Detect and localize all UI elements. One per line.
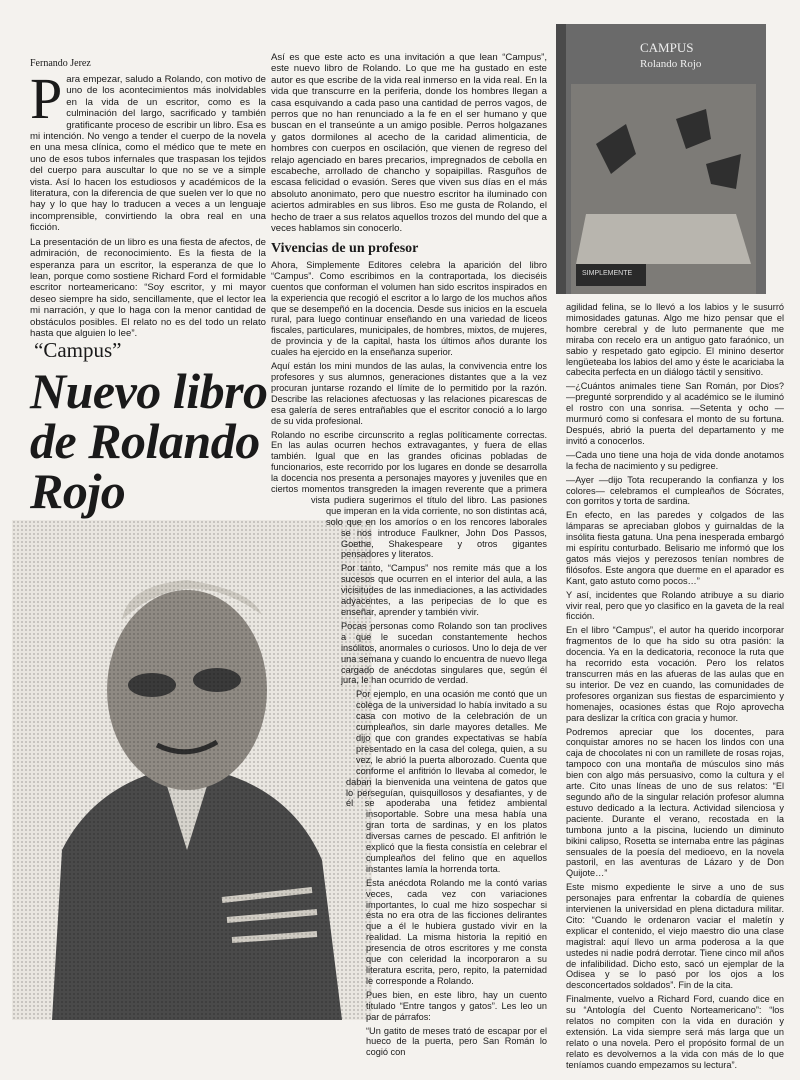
author-byline: Fernando Jerez xyxy=(30,58,91,69)
column-2-body xyxy=(271,260,547,1058)
paragraph: En el libro “Campus”, el autor ha querido incorporar fragmentos de lo que ha sido su otra pasión: la docencia. Ya en la dedicatoria, reconoce la ruta que ha recorrido esta vocación. Pero los relatos transcurren más en las afueras de las aulas que en su interior. De vez en cuando, las comunidades de profesores organizan sus fiestas de esparcimiento y homenajes, ocasiones éstas que Rojo aprovecha para deslizar la crítica con gracia y humor. xyxy=(566,625,784,723)
paragraph: La presentación de un libro es una fiesta de afectos, de admiración, de reconocimiento. Es la fiesta de la esperanza para un escritor, la esperanza de que lo lean, porque como sostiene Richard Ford el formidable escritor norteamericano: “Soy escritor, y mi mayor deseo siempre ha sido, sencillamente, que el lector lea mi narración, y que lo haga con la menor cantidad de obstáculos posibles. El relato no es del todo un relato hasta que alguien lo lee”. xyxy=(30,236,266,339)
book-cover xyxy=(556,24,766,294)
paragraph: En efecto, en las paredes y colgados de las lámparas se apreciaban globos y guirnaldas de la insólita fiesta gatuna. Una pena inesperada embargó mi espíritu conturbado. Belisario me informó que los gatos más viejos y perezosos tenían nombres de filósofos. Este angora que duerme en el aparador es Kant, gato astuto como pocos…” xyxy=(566,510,784,586)
paragraph: agilidad felina, se lo llevó a los labios y le susurró mimosidades gatunas. Algo me hizo pensar que el hombre cerebral y de luto permanente que me miraba con recelo era un antiguo gato faraónico, un sabio y respetado gato egipcio. El minino desertor lengüeteaba los labios del amo y éste le acariciaba la cabecita perfecta en un diálogo táctil y sensitivo. xyxy=(566,302,784,378)
drop-cap: P xyxy=(30,66,63,131)
paragraph: Podremos apreciar que los docentes, para conquistar amores no se hacen los lindos con una caja de chocolates ni con un ramillete de rosas rojas, tampoco con una montaña de músculos sino más bien con algo más persuasivo, como la cultura y el arte. Cito unas líneas de uno de sus relatos: “El segundo año de la singular relación profesor alumna estuvo dedicado a la lectura. Actividad silenciosa y paciente. Durante el verano, recostada en la tumbona junto a la piscina, luciendo un diminuto bikini calipso, Rosetta se internaba entre las páginas sensuales de la poesía del medioevo, en la novela pastoril, en las aventuras de Lázaro y de Don Quijote…” xyxy=(566,726,784,879)
paragraph: Pocas personas como Rolando son tan proclives a que le sucedan constantemente hechos insólitos, anormales o curiosos. Uno lo deja de ver una semana y cuando lo encuentra de nuevo llega cargado de anécdotas singulares que, según él jura, le han ocurrido de verdad. xyxy=(341,620,547,686)
headline: Nuevo libro de Rolando Rojo xyxy=(30,363,268,519)
paragraph: Rolando no escribe circunscrito a reglas políticamente correctas. En las aulas ocurren hechos extravagantes, y fuera de ellas también. Igual que en las grandes oficinas pobladas de funcionarios, este recorrido por los lugares en donde se desarrolla la docencia nos presenta a personajes mayores y juveniles que en ciertos momentos transgreden la imagen reverente que a primera vista pudiera sugerirnos el título del libro. Las pasiones que imperan en la vida corriente, no son distintas acá, solo que en los amoríos o en los rencores laborales se nos introduce Faulkner, John Dos Passos, Goethe, Shakespeare y otros gigantes pensadores y literatos. xyxy=(271,429,547,560)
column-2 xyxy=(271,52,547,1080)
paragraph: —Ayer —dijo Tota recuperando la confianza y los colores— celebramos el cumpleaños de Sócrates, con gorritos y torta de sardina. xyxy=(566,474,784,507)
paragraph: Finalmente, vuelvo a Richard Ford, cuando dice en su “Antología del Cuento Norteamericano”: “los relatos no compiten con la vida en duración y extensión. La vida siempre será más larga que un relato o una novela. Pero el propósito formal de un relato es devolvernos a la vida con más de lo que teníamos cuando empezamos su lectura”. xyxy=(566,994,784,1070)
paragraph: Pues bien, en este libro, hay un cuento titulado “Entre tangos y gatos”. Les leo un par de párrafos: xyxy=(366,989,547,1022)
book-author: Rolando Rojo xyxy=(640,58,702,70)
paragraph: Por ejemplo, en una ocasión me contó que un colega de la universidad lo había invitado a su casa con motivo de la celebración de un cumpleaños, sin darle mayores detalles. Me dijo que con grandes expectativas se había presentado en la casa del colega, quien, a su vez, le abrió la puerta alborozado. Cuenta que conforme el anfitrión lo llevaba al comedor, le daban la bienvenida una veintena de gatos que lo perseguían, quisquillosos y desafiantes, y de él se apoderaba una fetidez ambiental insoportable. Sobre una mesa había una gran torta de sardinas, y en los platos diversas carnes de pescado. El anfitrión le explicó que la fiesta consistía en celebrar el cumpleaños del felino que en aquellos instantes lamía la horrenda torta. xyxy=(346,689,547,874)
book-publisher: SIMPLEMENTE xyxy=(582,270,633,277)
book-title: CAMPUS xyxy=(640,40,694,55)
paragraph: —Cada uno tiene una hoja de vida donde anotamos la fecha de nacimiento y su pedigree. xyxy=(566,449,784,471)
paragraph: Para empezar, saludo a Rolando, con motivo de uno de los acontecimientos más inolvidables en la vida de un escritor, como es la culminación del largo, sacrificado y también gratificante proceso de escribir un libro. Esa es mi intención. No vengo a tender el cuerpo de la novela en una mesa clínica, como el médico que te mete en uno de esos tubos infernales que traspasan los tejidos del cuerpo para auscultar lo que no se ve a simple vista. Así lo hacen los estudiosos y académicos de la literatura, con la diferencia de que suelen ver lo que no hay y lo que hay lo traducen a veces a un lenguaje incomprensible, convirtiendo la obra real en una ficción. xyxy=(30,66,266,234)
kicker: “Campus” xyxy=(34,338,122,362)
paragraph: Aquí están los mini mundos de las aulas, la convivencia entre los profesores y sus alumnos, generaciones distantes que a la vez procuran juntarse rozando el límite de lo permitido por la razón. Describe las relaciones afectuosas y las relaciones picarescas de esa galería de seres entrañables que el escritor conoció a lo largo de su vida profesional. xyxy=(271,361,547,426)
paragraph: “Un gatito de meses trató de escapar por el hueco de la puerta, pero San Román lo cogió con xyxy=(366,1025,547,1058)
paragraph: —¿Cuántos animales tiene San Román, por Dios? —pregunté sorprendido y al académico se le iluminó el rostro con una sonrisa. —Setenta y ocho —murmuró como si confesara el monto de su fortuna. Después, abrió la puerta del departamento y me invitó a conocerlos. xyxy=(566,381,784,446)
paragraph: Por tanto, “Campus” nos remite más que a los sucesos que ocurren en el interior del aula, a las vicisitudes de las inmediaciones, a las actividades adyacentes, a las peripecias de lo que es enseñar, aprender y también vivir. xyxy=(341,563,547,617)
paragraph: Así es que este acto es una invitación a que lean “Campus”, este nuevo libro de Rolando. Lo que me ha gustado en este autor es que escribe de la vida real inmerso en la vida real. En la vida que transcurre en la periferia, donde los hombres llegan a casa esquivando a cada paso una cantidad de perros vagos, de perros que no han renunciado a la fe en el ser humano y que buscan en el transeúnte a un amigo posible. Perros holgazanes y gatos dormilones al acecho de la caridad alimenticia, de hombres con cuerpos en oscilación, que vienen de regreso del relajo agenciado en bares precarios, impregnados de cebolla en escabeche, arrollado de chancho y sopaipillas. Rasguños de escasa felicidad o evasión. Seres que viven sus días en el más absoluto anonimato, pero que nuestro escritor ha iluminado con aciertos admirables en sus libros. Eso me gusta de Rolando, el hecho de traer a sus relatos aquellos trozos del mundo del que a veces hablamos sin conocerlo. xyxy=(271,52,547,235)
paragraph: Ahora, Simplemente Editores celebra la aparición del libro “Campus”. Como escribimos en la contraportada, los dieciséis cuentos que conforman el volumen han sido escritos inspirados en la experiencia que recogió el escritor a lo largo de los muchos años que se desempeñó en la docencia. Desde sus inicios en la escuela rural, para luego continuar enseñando en una variedad de liceos fiscales, particulares, municipales, de hombres, mixtos, de mujeres, de provincia y de la capital, hasta los últimos años durante los cuales ha ejercido en la enseñanza superior. xyxy=(271,259,547,358)
column-1 xyxy=(30,66,266,342)
section-subhead: Vivencias de un profesor xyxy=(271,240,419,256)
paragraph: Y así, incidentes que Rolando atribuye a su diario vivir real, pero que yo clasifico en la gaveta de la real ficción. xyxy=(566,589,784,622)
paragraph: Este mismo expediente le sirve a uno de sus personajes para enfrentar la cobardía de quienes intervienen la universidad en plena dictadura militar. Cito: “Cuando le ordenaron vaciar el maletín y explicar el contenido, el viejo maestro dio una clase magistral: aquí llevo un arma poderosa a la que ustedes ni nadie podrá derrotar. Tiene cinco mil años de infalibilidad. Dicho esto, sacó un ejemplar de la Odisea y se lo pasó por los ojos a los desconcertados soldados”. Fin de la cita. xyxy=(566,882,784,991)
column-3 xyxy=(566,302,784,1074)
paragraph: Esta anécdota Rolando me la contó varias veces, cada vez con variaciones importantes, lo cual me hizo sospechar si ésta no era otra de las ficciones delirantes que a él le hubiera gustado vivir en la realidad. La misma historia la repitió en presencia de otros escritores y me consta que con celeridad la incorporaron a su literatura escrita, pero, repito, la paternidad le corresponde a Rolando. xyxy=(366,877,547,986)
